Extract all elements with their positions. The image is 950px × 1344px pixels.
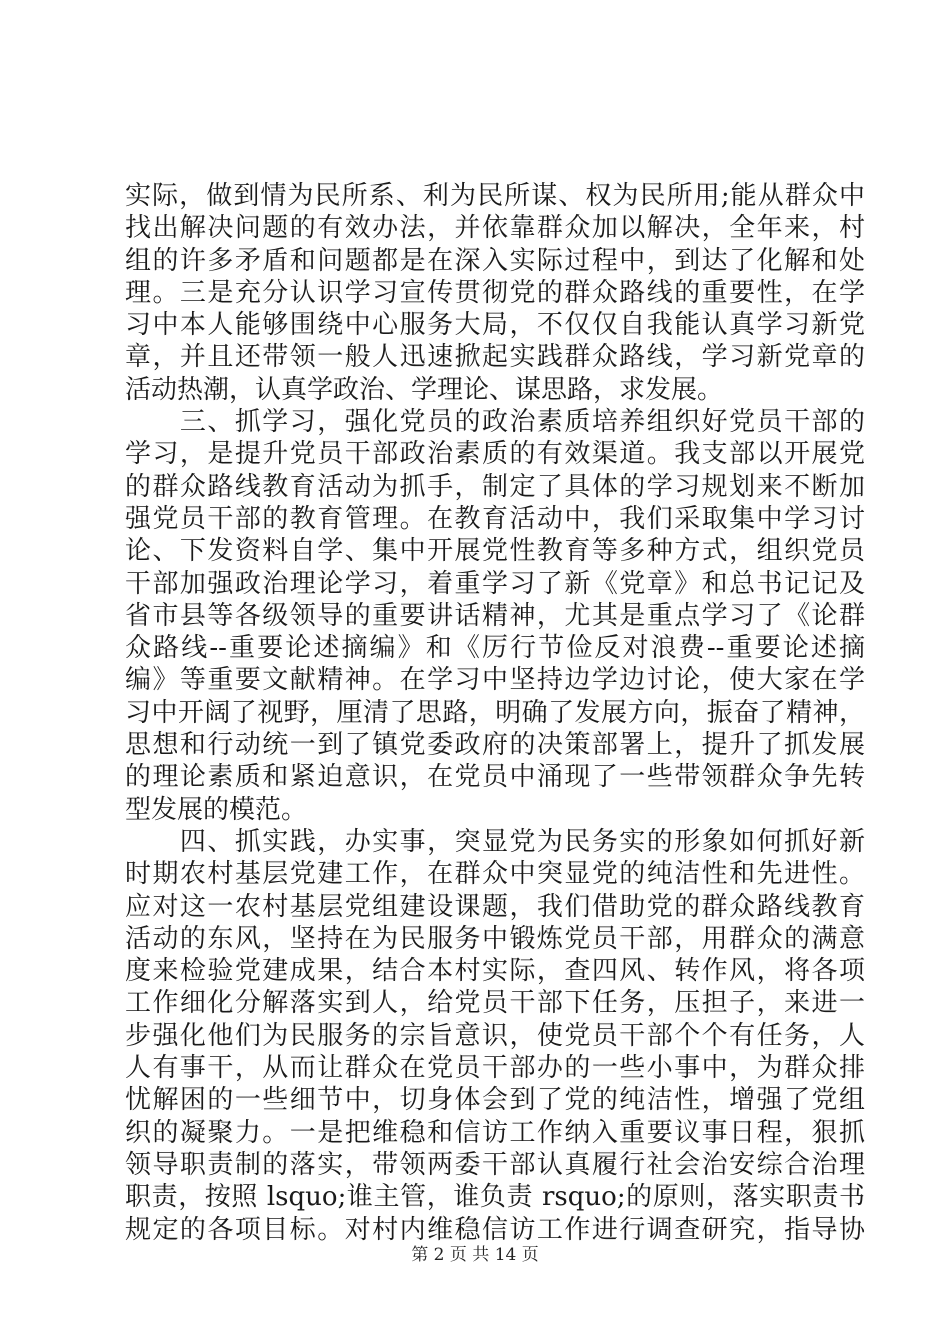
text-line: 步强化他们为民服务的宗旨意识，使党员干部个个有任务，人 xyxy=(125,1020,865,1051)
text-line: 思想和行动统一到了镇党委政府的决策部署上，提升了抓发展 xyxy=(125,730,865,761)
text-line: 理。三是充分认识学习宣传贯彻党的群众路线的重要性，在学 xyxy=(125,277,865,308)
text-line: 干部加强政治理论学习，着重学习了新《党章》和总书记记及 xyxy=(125,568,865,599)
text-line: 编》等重要文献精神。在学习中坚持边学边讨论，使大家在学 xyxy=(125,665,865,696)
body-text xyxy=(125,180,865,1246)
text-line: 的群众路线教育活动为抓手，制定了具体的学习规划来不断加 xyxy=(125,471,865,502)
text-line: 强党员干部的教育管理。在教育活动中，我们采取集中学习讨 xyxy=(125,503,865,534)
text-line: 忧解困的一些细节中，切身体会到了党的纯洁性，增强了党组 xyxy=(125,1085,865,1116)
text-line: 的理论素质和紧迫意识，在党员中涌现了一些带领群众争先转 xyxy=(125,762,865,793)
text-line: 章，并且还带领一般人迅速掀起实践群众路线，学习新党章的 xyxy=(125,342,865,373)
text-line: 找出解决问题的有效办法，并依靠群众加以解决，全年来，村 xyxy=(125,213,865,244)
text-line: 规定的各项目标。对村内维稳信访工作进行调查研究，指导协 xyxy=(125,1214,865,1245)
text-line: 时期农村基层党建工作，在群众中突显党的纯洁性和先进性。 xyxy=(125,859,865,890)
text-line: 活动的东风，坚持在为民服务中锻炼党员干部，用群众的满意 xyxy=(125,923,865,954)
text-line: 职责，按照 lsquo;谁主管，谁负责 rsquo;的原则，落实职责书 xyxy=(125,1182,865,1213)
text-line: 应对这一农村基层党组建设课题，我们借助党的群众路线教育 xyxy=(125,891,865,922)
text-line: 活动热潮，认真学政治、学理论、谋思路，求发展。 xyxy=(125,374,724,405)
text-line: 论、下发资料自学、集中开展党性教育等多种方式，组织党员 xyxy=(125,536,865,567)
text-line: 四、抓实践，办实事，突显党为民务实的形象如何抓好新 xyxy=(125,826,865,857)
text-line: 省市县等各级领导的重要讲话精神，尤其是重点学习了《论群 xyxy=(125,600,865,631)
page-footer: 第 2 页 共 14 页 xyxy=(411,1245,539,1265)
text-line: 织的凝聚力。一是把维稳和信访工作纳入重要议事日程，狠抓 xyxy=(125,1117,865,1148)
text-line: 三、抓学习，强化党员的政治素质培养组织好党员干部的 xyxy=(125,407,865,438)
text-line: 领导职责制的落实，带领两委干部认真履行社会治安综合治理 xyxy=(125,1149,865,1180)
text-line: 型发展的模范。 xyxy=(125,794,308,825)
text-line: 实际，做到情为民所系、利为民所谋、权为民所用;能从群众中 xyxy=(125,181,865,211)
text-line: 习中本人能够围绕中心服务大局，不仅仅自我能认真学习新党 xyxy=(125,310,865,341)
text-line: 人有事干，从而让群众在党员干部办的一些小事中，为群众排 xyxy=(125,1053,865,1084)
text-line: 工作细化分解落实到人，给党员干部下任务，压担子，来进一 xyxy=(125,988,865,1019)
text-line: 众路线--重要论述摘编》和《厉行节俭反对浪费--重要论述摘 xyxy=(125,633,865,664)
text-line: 习中开阔了视野，厘清了思路，明确了发展方向，振奋了精神， xyxy=(125,697,865,728)
text-line: 度来检验党建成果，结合本村实际，查四风、转作风，将各项 xyxy=(125,956,865,987)
text-line: 学习，是提升党员干部政治素质的有效渠道。我支部以开展党 xyxy=(125,439,865,470)
text-line: 组的许多矛盾和问题都是在深入实际过程中，到达了化解和处 xyxy=(125,245,865,276)
